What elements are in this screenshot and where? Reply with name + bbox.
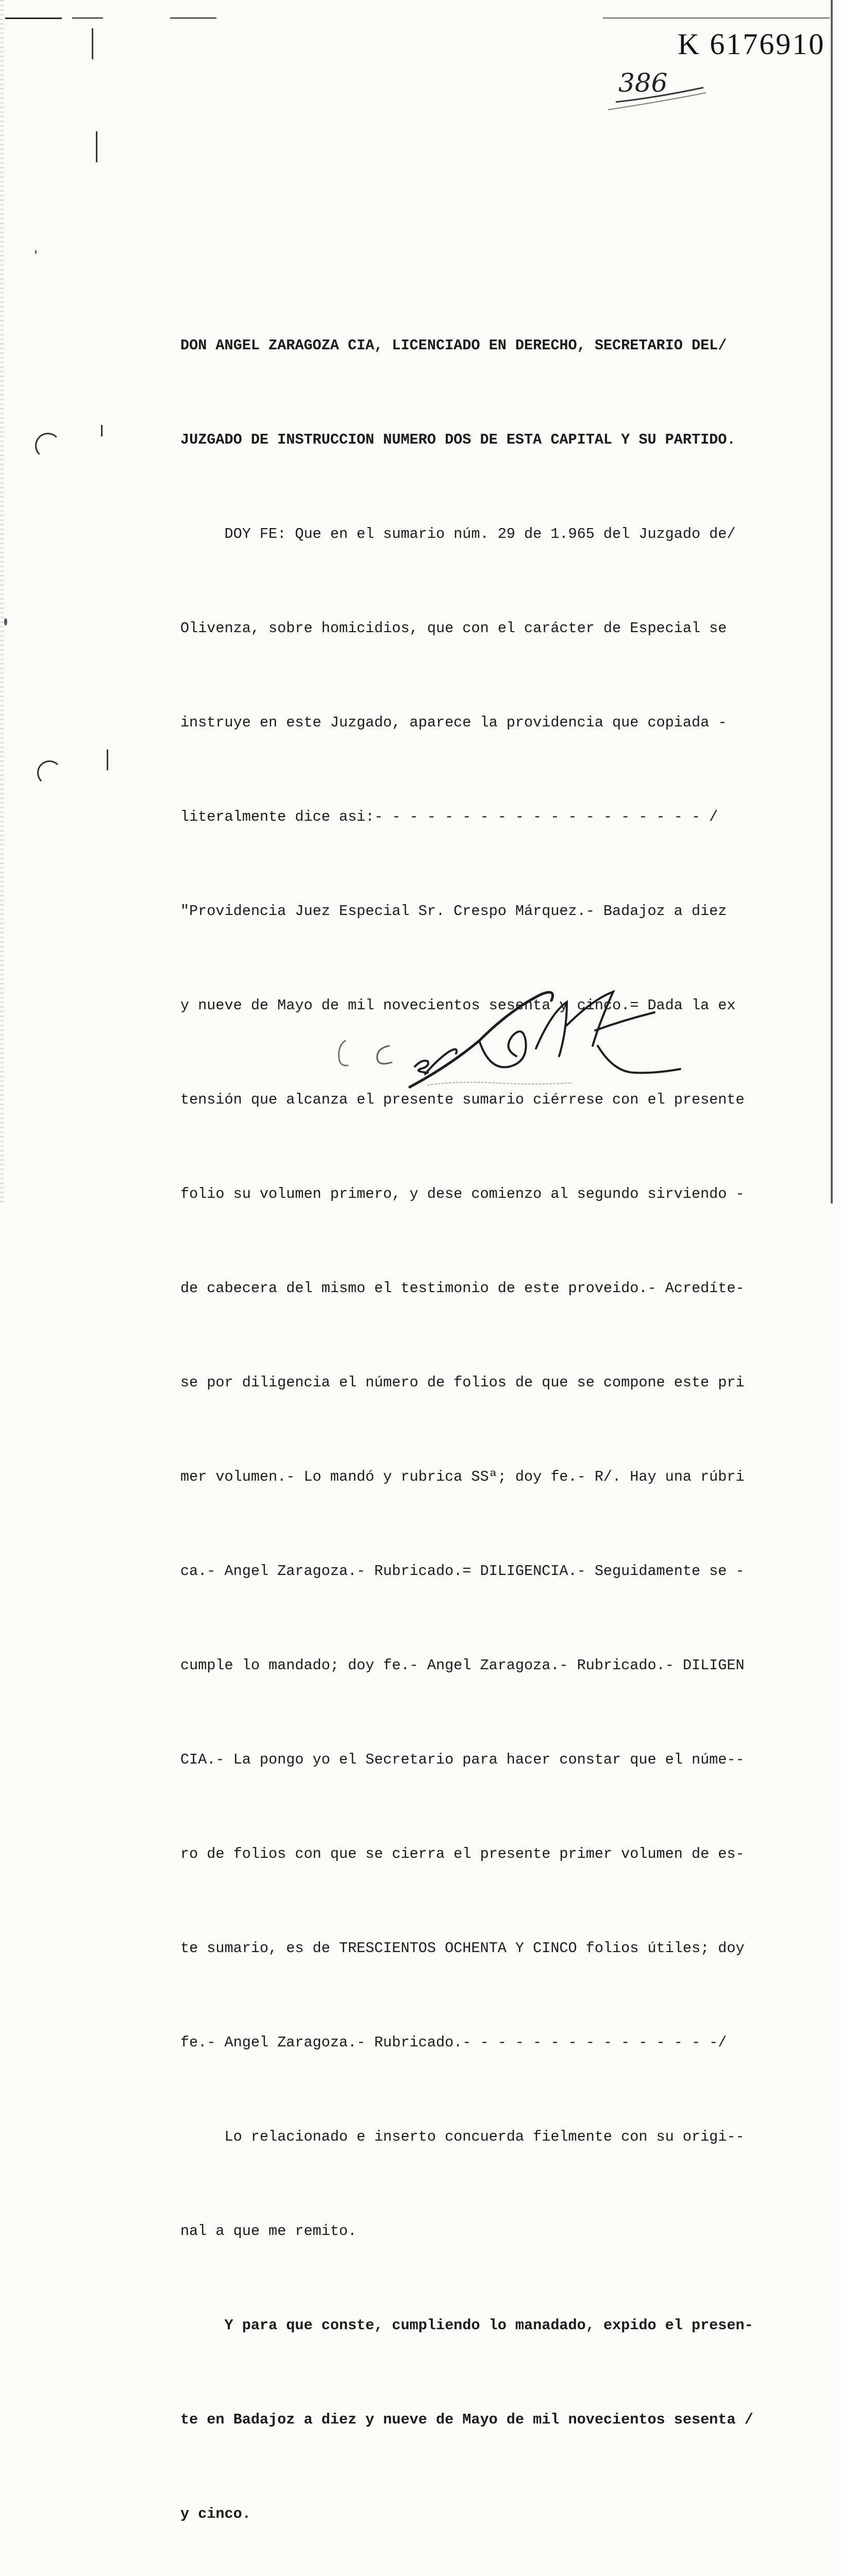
margin-mark-4 [107, 750, 108, 770]
body-line-24: y cinco. [180, 2505, 251, 2522]
folio-handwritten-graphic [593, 56, 727, 117]
body-line-18: te sumario, es de TRESCIENTOS OCHENTA Y CINCO folios útiles; doy [180, 1940, 745, 1957]
folio-handwritten [593, 56, 727, 117]
body-line-6: literalmente dice asi:- - - - - - - - - - - - - - - - - - - / [180, 808, 718, 825]
body-line-10: folio su volumen primero, y dese comienzo al segundo sirviendo - [180, 1185, 745, 1202]
top-rule-2 [72, 18, 103, 19]
body-line-16: CIA.- La pongo yo el Secretario para hacer constar que el núme-- [180, 1751, 745, 1768]
reference-number: K 6176910 [678, 27, 826, 61]
body-line-3: DOY FE: Que en el sumario núm. 29 de 1.965 del Juzgado de/ [180, 526, 736, 543]
margin-hole-top [35, 433, 61, 459]
body-line-13: mer volumen.- Lo mandó y rubrica SSª; doy fe.- R/. Hay una rúbri [180, 1468, 745, 1485]
body-line-1: DON ANGEL ZARAGOZA CIA, LICENCIADO EN DERECHO, SECRETARIO DEL/ [180, 337, 727, 354]
speck-2 [35, 250, 37, 254]
top-rule-3 [170, 18, 216, 19]
folio-number-text: 386 [618, 68, 668, 98]
right-edge-border [831, 0, 833, 1204]
margin-mark-1 [92, 28, 93, 59]
body-line-23: te en Badajoz a diez y nueve de Mayo de mil novecientos sesenta / [180, 2411, 753, 2428]
body-line-15: cumple lo mandado; doy fe.- Angel Zaragoza.- Rubricado.- DILIGEN [180, 1657, 745, 1674]
body-line-12: se por diligencia el número de folios de que se compone este pri [180, 1374, 745, 1391]
body-line-7: "Providencia Juez Especial Sr. Crespo Márquez.- Badajoz a diez [180, 903, 727, 920]
body-line-11: de cabecera del mismo el testimonio de este proveido.- Acredíte- [180, 1280, 745, 1297]
signature [325, 963, 737, 1118]
body-line-2: JUZGADO DE INSTRUCCION NUMERO DOS DE ESTA CAPITAL Y SU PARTIDO. [180, 431, 736, 448]
margin-mark-2 [96, 131, 97, 162]
body-line-4: Olivenza, sobre homicidios, que con el carácter de Especial se [180, 620, 727, 637]
signature-icon [325, 963, 737, 1118]
margin-hole-bottom [37, 760, 62, 785]
body-line-19: fe.- Angel Zaragoza.- Rubricado.- - - - - - - - - - - - - - -/ [180, 2034, 727, 2051]
body-line-14: ca.- Angel Zaragoza.- Rubricado.= DILIGENCIA.- Seguidamente se - [180, 1563, 745, 1580]
document-body [180, 267, 814, 2576]
body-line-5: instruye en este Juzgado, aparece la providencia que copiada - [180, 714, 727, 731]
body-line-8: y nueve de Mayo de mil novecientos sesenta y cinco.= Dada la ex [180, 997, 736, 1014]
margin-mark-3 [101, 425, 103, 436]
top-rule-left [5, 18, 62, 19]
speck-1 [4, 618, 7, 625]
left-edge-shadow [0, 0, 4, 1204]
body-line-17: ro de folios con que se cierra el presente primer volumen de es- [180, 1845, 745, 1862]
top-rule-right [603, 18, 830, 19]
body-line-22: Y para que conste, cumpliendo lo manadado, expido el presen- [180, 2317, 753, 2334]
body-line-20: Lo relacionado e inserto concuerda fielmente con su origi-- [180, 2128, 745, 2145]
body-line-9: tensión que alcanza el presente sumario ciérrese con el presente [180, 1091, 745, 1108]
body-line-21: nal a que me remito. [180, 2223, 357, 2240]
